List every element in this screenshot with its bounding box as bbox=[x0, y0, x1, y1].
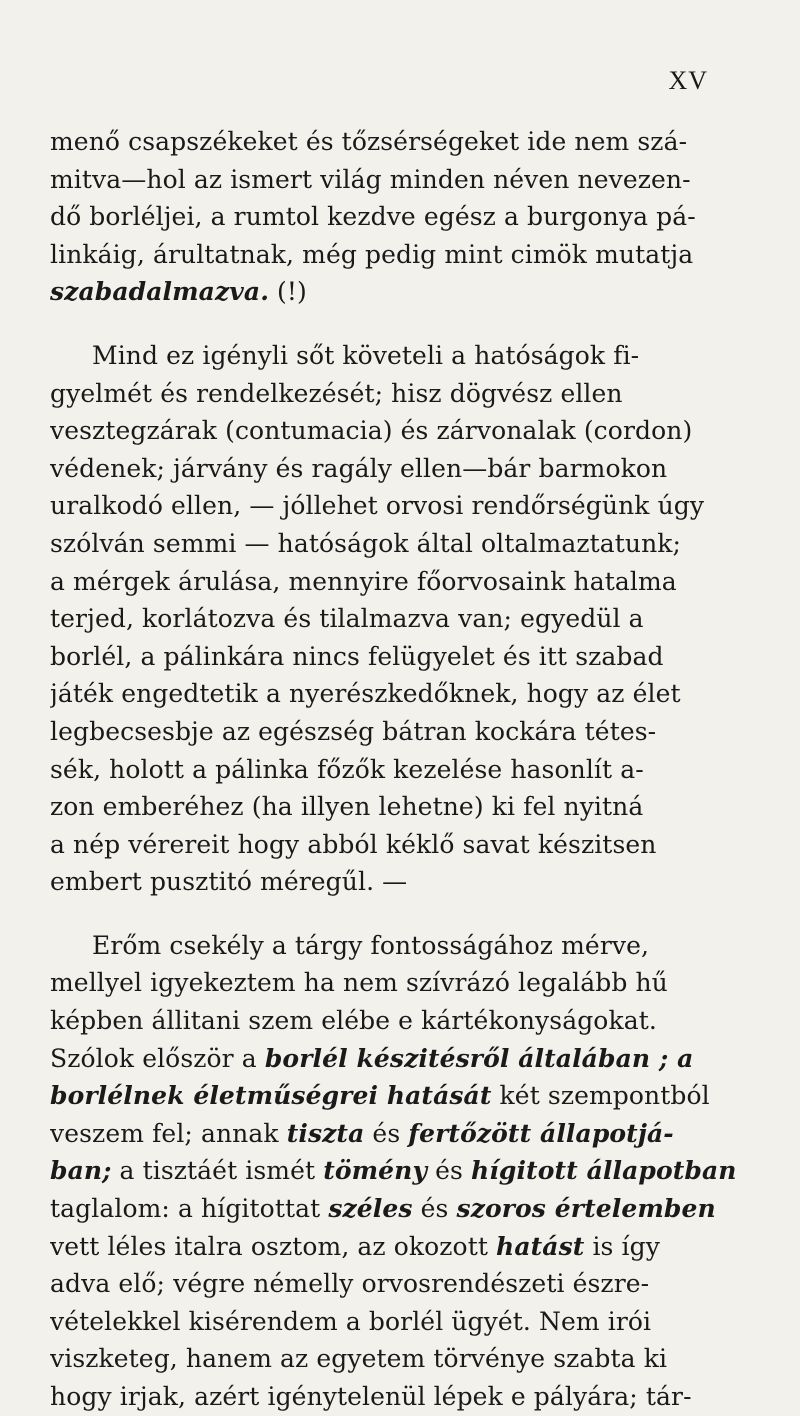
text-segment: vételekkel kisérendem a borlél ügyét. Nem irói bbox=[50, 1306, 652, 1336]
text-segment: sék, holott a pálinka főzők kezelése hasonlít a- bbox=[50, 754, 644, 784]
text-line bbox=[50, 964, 758, 1002]
text-segment: és bbox=[427, 1156, 471, 1186]
text-line bbox=[50, 1228, 758, 1266]
emphasized-text: borlélnek életműségrei hatását bbox=[50, 1081, 492, 1111]
text-line bbox=[50, 638, 758, 676]
paragraph bbox=[50, 123, 758, 311]
text-line bbox=[50, 1190, 758, 1228]
text-segment: taglalom: a hígitottat bbox=[50, 1194, 329, 1224]
text-segment: vesztegzárak (contumacia) és zárvonalak (cordon) bbox=[50, 416, 693, 446]
text-segment: embert pusztitó méregűl. — bbox=[50, 867, 408, 897]
emphasized-text: tömény bbox=[323, 1156, 428, 1186]
text-segment: legbecsesbje az egészség bátran kockára tétes- bbox=[50, 716, 657, 746]
text-segment: gyelmét és rendelkezését; hisz dögvész ellen bbox=[50, 378, 623, 408]
text-segment: mitva—hol az ismert világ minden néven nevezen- bbox=[50, 164, 691, 194]
text-segment: a nép vérereit hogy abból kéklő savat készitsen bbox=[50, 829, 657, 859]
text-line bbox=[50, 1040, 758, 1078]
text-line bbox=[50, 675, 758, 713]
text-line bbox=[50, 123, 758, 161]
text-line bbox=[50, 1265, 758, 1303]
text-segment: a tisztáét ismét bbox=[111, 1156, 324, 1186]
page-text bbox=[50, 123, 758, 1416]
text-line bbox=[50, 1115, 758, 1153]
text-segment: két szempontból bbox=[491, 1081, 710, 1111]
text-segment: szólván semmi — hatóságok által oltalmaztatunk; bbox=[50, 528, 682, 558]
text-segment: dő borléljei, a rumtol kezdve egész a burgonya pá- bbox=[50, 202, 696, 232]
text-line bbox=[50, 273, 758, 311]
text-line bbox=[50, 1340, 758, 1378]
text-segment: uralkodó ellen, — jóllehet orvosi rendőrségünk úgy bbox=[50, 491, 705, 521]
paragraph bbox=[50, 337, 758, 901]
text-line bbox=[50, 600, 758, 638]
text-line bbox=[50, 236, 758, 274]
text-line bbox=[50, 337, 758, 375]
emphasized-text: borlél készitésről általában ; a bbox=[264, 1043, 694, 1073]
text-line bbox=[50, 713, 758, 751]
text-line bbox=[50, 487, 758, 525]
text-line bbox=[50, 1152, 758, 1190]
text-segment: adva elő; végre némelly orvosrendészeti észre- bbox=[50, 1269, 650, 1299]
text-segment: terjed, korlátozva és tilalmazva van; egyedül a bbox=[50, 604, 644, 634]
text-line bbox=[50, 161, 758, 199]
text-line bbox=[50, 1303, 758, 1341]
emphasized-text: szoros értelemben bbox=[456, 1194, 716, 1224]
emphasized-text: hígitott állapotban bbox=[471, 1156, 737, 1186]
text-segment: képben állitani szem elébe e kártékonyságokat. bbox=[50, 1006, 657, 1036]
text-line bbox=[50, 788, 758, 826]
text-line bbox=[50, 563, 758, 601]
text-line bbox=[50, 751, 758, 789]
paragraph bbox=[50, 927, 758, 1416]
text-segment: zon emberéhez (ha illyen lehetne) ki fel nyitná bbox=[50, 792, 644, 822]
text-segment: a mérgek árulása, mennyire főorvosaink hatalma bbox=[50, 566, 677, 596]
text-segment: Mind ez igényli sőt követeli a hatóságok fi- bbox=[92, 340, 640, 370]
emphasized-text: ban; bbox=[50, 1156, 112, 1186]
text-segment: vett léles italra osztom, az okozott bbox=[50, 1231, 497, 1261]
emphasized-text: széles bbox=[328, 1194, 413, 1224]
emphasized-text: hatást bbox=[496, 1231, 585, 1261]
text-segment: borlél, a pálinkára nincs felügyelet és itt szabad bbox=[50, 641, 664, 671]
text-segment: is így bbox=[584, 1231, 660, 1261]
text-segment: (!) bbox=[269, 277, 307, 307]
text-line bbox=[50, 198, 758, 236]
text-line bbox=[50, 863, 758, 901]
text-line bbox=[50, 412, 758, 450]
emphasized-text: fertőzött állapotjá- bbox=[408, 1118, 674, 1148]
text-line bbox=[50, 927, 758, 965]
text-segment: Erőm csekély a tárgy fontosságához mérve, bbox=[92, 930, 650, 960]
text-segment: veszem fel; annak bbox=[50, 1118, 287, 1148]
text-line bbox=[50, 1077, 758, 1115]
text-line bbox=[50, 450, 758, 488]
text-line bbox=[50, 375, 758, 413]
text-segment: Szólok először a bbox=[50, 1043, 265, 1073]
text-line bbox=[50, 525, 758, 563]
text-segment: menő csapszékeket és tőzsérségeket ide nem szá- bbox=[50, 127, 688, 156]
text-segment: játék engedtetik a nyerészkedőknek, hogy az élet bbox=[50, 679, 681, 709]
text-segment: és bbox=[412, 1194, 457, 1224]
text-line bbox=[50, 1002, 758, 1040]
text-line bbox=[50, 826, 758, 864]
text-segment: viszketeg, hanem az egyetem törvénye szabta ki bbox=[50, 1344, 668, 1374]
text-segment: védenek; járvány és ragály ellen—bár barmokon bbox=[50, 453, 668, 483]
text-segment: linkáig, árultatnak, még pedig mint cimök mutatja bbox=[50, 239, 694, 269]
text-segment: és bbox=[364, 1118, 409, 1148]
text-line bbox=[50, 1378, 758, 1416]
text-segment: hogy irjak, azért igénytelenül lépek e pályára; tár- bbox=[50, 1382, 692, 1411]
page-number: XV bbox=[668, 66, 708, 95]
emphasized-text: szabadalmazva. bbox=[50, 277, 270, 307]
emphasized-text: tiszta bbox=[286, 1118, 365, 1148]
text-segment: mellyel igyekeztem ha nem szívrázó legalább hű bbox=[50, 968, 668, 998]
